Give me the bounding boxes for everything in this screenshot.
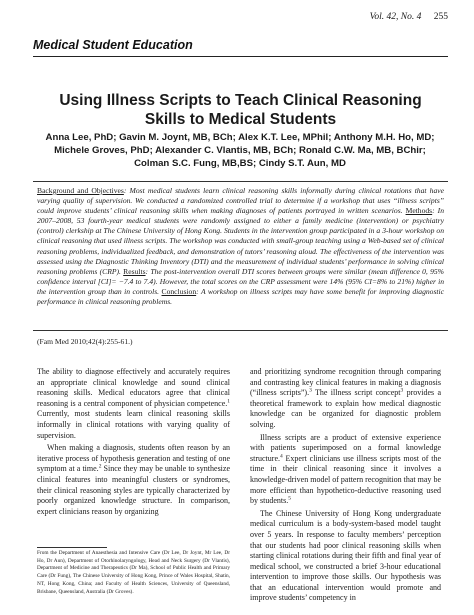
body-paragraph	[250, 433, 441, 507]
abstract-background-label: Background and Objectives	[37, 186, 124, 195]
body-paragraph	[250, 509, 441, 604]
body-text: Since they may be unable to synthesize clinical features into meaningful clusters or syndromes, their clinical reasoning styles are typically characterized by poorly organized knowledge structure. In comparison, expert clinicians reason by organizing	[37, 464, 230, 516]
abstract-methods-label: Methods	[405, 206, 433, 216]
citation: (Fam Med 2010;42(4):255-61.)	[37, 337, 133, 346]
abstract-top-rule	[33, 181, 448, 182]
body-text: The Chinese University of Hong Kong undergraduate medical curriculum is a body-system-based model taught over 5 years. In response to faculty members’ perception that our students had poor clinical reasoning skills when starting clinical rotations during their fifth and final year of medical school, we constructed a brief 3-hour educational intervention to improve those skills. Our hypothesis was that an educational intervention would promote and improve students’ competency in	[250, 508, 441, 603]
reference-marker: 2	[98, 463, 102, 470]
reference-marker: 3	[309, 387, 312, 394]
abstract-methods-text: : In 2007–2008, 53 fourth-year medical students were randomly assigned to either a family medicine (intervention) or psychiatry (control) clerkship at The Chinese University of Hong Kong. Students in the intervention group participated in a 3-hour workshop on clinical reasoning that used illness scripts. The workshop was conducted with small-group teaching using a Web-based set of clinical reasoning problems, individualized feedback, and demonstration of tutors’ reasoning aloud. The effectiveness of the intervention was assessed using the Diagnostic Thinking Inventory (DTI) and the measurement of individual students’ performance in solving clinical reasoning problems (CRP).	[37, 206, 444, 276]
body-column-left	[37, 367, 230, 517]
reference-marker: 1	[227, 398, 230, 405]
body-text: The illness script concept	[311, 388, 401, 398]
body-text: The ability to diagnose effectively and accurately requires an appropriate clinical knowledge and sound clinical reasoning skills. Medical educators agree that clinical reasoning is a central component of physician competence.	[37, 367, 230, 408]
footnote-rule	[37, 547, 107, 548]
abstract-results-label: Results	[123, 266, 146, 276]
reference-marker: 5	[288, 495, 291, 502]
abstract-bottom-rule	[33, 330, 448, 331]
reference-marker: 4	[280, 453, 283, 460]
abstract-conclusion-text: : A workshop on illness scripts may have some benefit for improving diagnostic performance in clinical reasoning problems.	[37, 286, 445, 307]
affiliation-footnote: From the Department of Anaesthesia and Intensive Care (Dr Lee, Dr Joynt, Mr Lee, Dr Ho, Dr Aun), Department of Otorhinolaryngology, Head and Neck Surgery (Dr Vlantis), Department of Medicine and Therapeutics (Dr Ma), School of Public Health and Primary Care (Dr Fung), The Chinese University of Hong Kong, Prince of Wales Hospital, Shatin, NT, Hong Kong, China; and Faculty of Health Sciences, University of Queensland, Brisbane, Queensland, Australia (Dr Groves).	[37, 550, 230, 595]
article-title: Using Illness Scripts to Teach Clinical Reasoning Skills to Medical Students	[59, 92, 422, 128]
volume-issue: Vol. 42, No. 4	[369, 12, 422, 22]
body-column-right	[250, 367, 441, 604]
abstract	[37, 186, 444, 307]
reference-marker: 3	[400, 387, 404, 394]
body-text: Illness scripts are a product of extensive experience with patients superimposed on a formal knowledge structure.	[250, 432, 441, 463]
body-text: provides a theoretical framework to explain how medical diagnostic knowledge can be organized for diagnostic problem solving.	[250, 388, 442, 429]
page-number: 255	[433, 12, 448, 22]
running-header	[370, 12, 448, 22]
abstract-conclusion-label: Conclusion	[161, 286, 197, 296]
abstract-results-text: : The post-intervention overall DTI scores between groups were similar (mean difference 0, 95% confidence interval [CI]= −7.4 to 7.4). However, the total scores on the CRP assessment were 14% (95% CI=8% to 21%) higher in the intervention group than in controls.	[37, 266, 444, 296]
section-heading: Medical Student Education	[33, 38, 193, 52]
body-text: Currently, most students learn clinical reasoning skills informally in clinical rotations with varying quality of supervision.	[37, 409, 230, 440]
abstract-background-text: : Most medical students learn clinical reasoning skills informally during clinical rotations that have varying quality of supervision. We conducted a randomized controlled trial to determine if a workshop that uses “illness scripts” could improve students’ clinical reasoning skills when making diagnoses of patients portrayed in written scenarios.	[37, 186, 444, 216]
author-list: Anna Lee, PhD; Gavin M. Joynt, MB, BCh; Alex K.T. Lee, MPhil; Anthony M.H. Ho, MD; Michele Groves, PhD; Alexander C. Vlantis, MB, BCh; Ronald C.W. Ma, MB, BChir; Colman S.C. Fung, MB,BS; Cindy S.T. Aun, MD	[45, 132, 435, 170]
body-paragraph	[37, 443, 230, 517]
section-rule	[33, 56, 448, 57]
body-text: When making a diagnosis, students often reason by an iterative process of hypothesis generation and testing of one symptom at a time.	[37, 443, 230, 474]
body-paragraph	[250, 367, 441, 431]
body-text: Expert clinicians use illness scripts most of the time in their clinical reasoning since it involves a knowledge-driven model of pattern recognition that may be more efficient than hypothetico-deductive reasoning used by students.	[250, 453, 441, 506]
body-paragraph	[37, 367, 230, 441]
body-text: and prioritizing syndrome recognition through comparing and contrasting key clinical features in making a diagnosis (“illness scripts”).	[250, 367, 441, 398]
